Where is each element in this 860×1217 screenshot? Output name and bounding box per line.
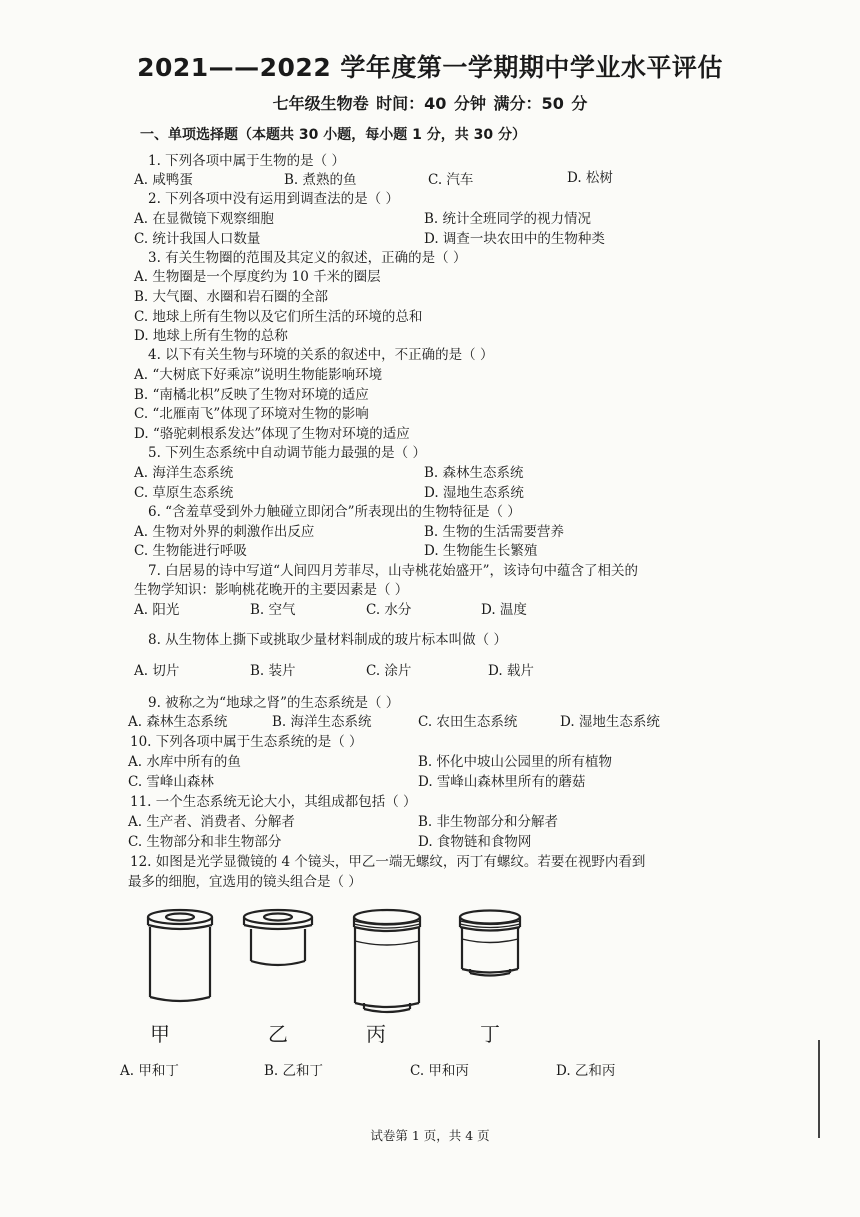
q3-option-c: C. 地球上所有生物以及它们所生活的环境的总和 [134,309,423,325]
page-footer: 试卷第 1 页，共 4 页 [370,1128,490,1143]
q3-option-d: D. 地球上所有生物的总称 [134,328,288,344]
lens-bing [354,910,420,1012]
question-4-stem: 4. 以下有关生物与环境的关系的叙述中，不正确的是（ ） [148,347,494,363]
q11-option-c: C. 生物部分和非生物部分 [128,834,282,850]
question-8-stem: 8. 从生物体上撕下或挑取少量材料制成的玻片标本叫做（ ） [148,632,507,648]
question-2-stem: 2. 下列各项中没有运用到调查法的是（ ） [148,191,399,207]
q2-option-a: A. 在显微镜下观察细胞 [134,211,274,227]
q8-option-b: B. 装片 [250,663,296,679]
q8-option-c: C. 涂片 [366,663,412,679]
q5-option-b: B. 森林生态系统 [424,465,524,481]
q9-option-d: D. 湿地生态系统 [560,714,660,730]
question-5-stem: 5. 下列生态系统中自动调节能力最强的是（ ） [148,445,426,461]
question-12-stem-line2: 最多的细胞，宜选用的镜头组合是（ ） [128,874,362,890]
q1-option-a: A. 咸鸭蛋 [134,172,193,188]
q1-option-c: C. 汽车 [428,172,474,188]
exam-title: 2021——2022 学年度第一学期期中学业水平评估 [137,53,723,82]
q11-option-b: B. 非生物部分和分解者 [418,814,559,830]
q10-option-a: A. 水库中所有的鱼 [128,754,241,770]
question-9-stem: 9. 被称之为“地球之肾”的生态系统是（ ） [148,695,400,711]
q6-option-b: B. 生物的生活需要营养 [424,524,565,540]
q11-option-a: A. 生产者、消费者、分解者 [128,814,295,830]
q12-option-b: B. 乙和丁 [264,1063,324,1079]
lens-label-jia: 甲 [150,1022,170,1046]
q7-option-d: D. 温度 [481,602,527,618]
question-3-stem: 3. 有关生物圈的范围及其定义的叙述，正确的是（ ） [148,250,467,266]
q11-option-d: D. 食物链和食物网 [418,834,532,850]
lens-jia [148,910,212,1001]
q9-option-c: C. 农田生态系统 [418,714,518,730]
q1-option-d: D. 松树 [567,170,613,186]
question-12-stem-line1: 12. 如图是光学显微镜的 4 个镜头，甲乙一端无螺纹，丙丁有螺纹。若要在视野内看到 [130,854,646,870]
q5-option-a: A. 海洋生态系统 [134,465,234,481]
exam-subtitle: 七年级生物卷 时间：40 分钟 满分：50 分 [272,94,588,113]
question-11-stem: 11. 一个生态系统无论大小，其组成都包括（ ） [130,794,417,810]
q8-option-d: D. 载片 [488,663,534,679]
q6-option-c: C. 生物能进行呼吸 [134,543,247,559]
q12-option-c: C. 甲和丙 [410,1063,469,1079]
lens-label-ding: 丁 [480,1022,500,1046]
lens-yi [244,910,312,965]
q8-option-a: A. 切片 [134,663,180,679]
microscope-lenses-figure [120,905,560,1075]
q4-option-c: C. “北雁南飞”体现了环境对生物的影响 [134,406,369,422]
question-1-stem: 1. 下列各项中属于生物的是（ ） [148,153,345,169]
q12-option-a: A. 甲和丁 [120,1063,179,1079]
q9-option-a: A. 森林生态系统 [128,714,228,730]
q3-option-b: B. 大气圈、水圈和岩石圈的全部 [134,289,329,305]
q1-option-b: B. 煮熟的鱼 [284,172,357,188]
q4-option-a: A. “大树底下好乘凉”说明生物能影响环境 [134,367,383,383]
q6-option-d: D. 生物能生长繁殖 [424,543,538,559]
q5-option-c: C. 草原生态系统 [134,485,234,501]
section-heading: 一、单项选择题（本题共 30 小题，每小题 1 分，共 30 分） [140,127,526,143]
q6-option-a: A. 生物对外界的刺激作出反应 [134,524,315,540]
q2-option-d: D. 调查一块农田中的生物种类 [424,231,605,247]
q10-option-b: B. 怀化中坡山公园里的所有植物 [418,754,613,770]
question-7-stem-line2: 生物学知识：影响桃花晚开的主要因素是（ ） [134,582,409,598]
q7-option-a: A. 阳光 [134,602,180,618]
scan-artifact-line [818,1040,820,1138]
lens-label-bing: 丙 [366,1022,386,1046]
q7-option-b: B. 空气 [250,602,296,618]
q4-option-d: D. “骆驼刺根系发达”体现了生物对环境的适应 [134,426,410,442]
q3-option-a: A. 生物圈是一个厚度约为 10 千米的圈层 [134,269,381,285]
lens-label-yi: 乙 [268,1022,288,1046]
q2-option-b: B. 统计全班同学的视力情况 [424,211,592,227]
q10-option-c: C. 雪峰山森林 [128,774,214,790]
q12-option-d: D. 乙和丙 [556,1063,616,1079]
q5-option-d: D. 湿地生态系统 [424,485,524,501]
lens-ding [460,911,520,976]
q4-option-b: B. “南橘北枳”反映了生物对环境的适应 [134,387,369,403]
question-7-stem-line1: 7. 白居易的诗中写道“人间四月芳菲尽，山寺桃花始盛开”，该诗句中蕴含了相关的 [148,563,638,579]
q7-option-c: C. 水分 [366,602,412,618]
q10-option-d: D. 雪峰山森林里所有的蘑菇 [418,774,586,790]
question-6-stem: 6. “含羞草受到外力触碰立即闭合”所表现出的生物特征是（ ） [148,504,521,520]
question-10-stem: 10. 下列各项中属于生态系统的是（ ） [130,734,363,750]
q2-option-c: C. 统计我国人口数量 [134,231,261,247]
q9-option-b: B. 海洋生态系统 [272,714,372,730]
